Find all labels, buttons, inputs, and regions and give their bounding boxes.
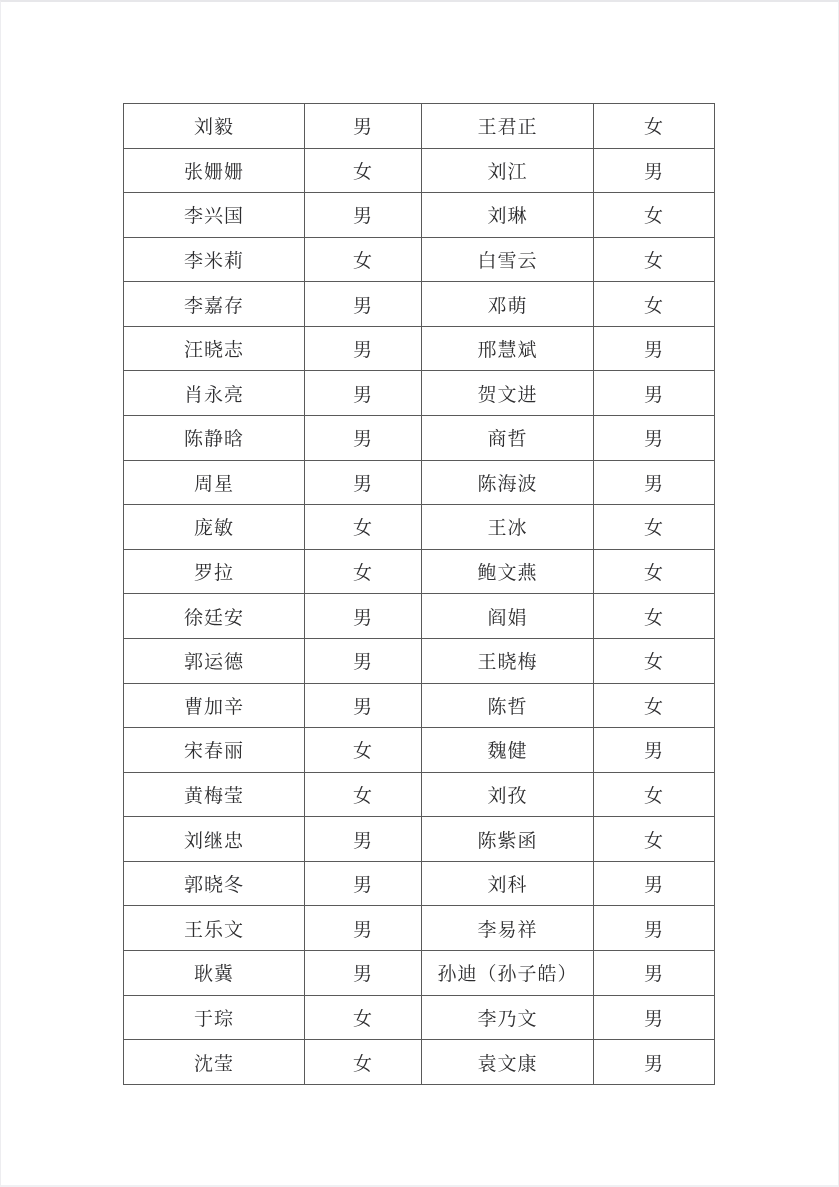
name-cell: 曹加辛	[124, 683, 305, 728]
name-cell: 李嘉存	[124, 282, 305, 327]
gender-cell: 女	[594, 549, 715, 594]
name-cell: 李米莉	[124, 237, 305, 282]
table-row	[124, 638, 715, 683]
name-cell: 李乃文	[422, 995, 594, 1040]
gender-cell: 女	[594, 282, 715, 327]
gender-cell: 男	[594, 861, 715, 906]
table-row	[124, 505, 715, 550]
gender-cell: 男	[594, 906, 715, 951]
name-cell: 陈静晗	[124, 416, 305, 461]
gender-cell: 男	[594, 1040, 715, 1085]
table-row	[124, 817, 715, 862]
gender-cell: 男	[305, 638, 422, 683]
name-cell: 黄梅莹	[124, 772, 305, 817]
gender-cell: 男	[305, 861, 422, 906]
name-cell: 孙迪（孙子皓）	[422, 950, 594, 995]
name-cell: 邓萌	[422, 282, 594, 327]
gender-cell: 女	[305, 549, 422, 594]
name-cell: 宋春丽	[124, 728, 305, 773]
name-cell: 李兴国	[124, 193, 305, 238]
gender-cell: 男	[305, 193, 422, 238]
gender-cell: 男	[305, 594, 422, 639]
gender-cell: 男	[594, 728, 715, 773]
gender-cell: 男	[305, 906, 422, 951]
name-cell: 郭运德	[124, 638, 305, 683]
gender-cell: 女	[594, 193, 715, 238]
gender-cell: 男	[305, 416, 422, 461]
table-row	[124, 282, 715, 327]
name-cell: 商哲	[422, 416, 594, 461]
table-row	[124, 460, 715, 505]
name-cell: 李易祥	[422, 906, 594, 951]
name-cell: 陈紫函	[422, 817, 594, 862]
name-cell: 肖永亮	[124, 371, 305, 416]
table-row	[124, 549, 715, 594]
name-cell: 陈海波	[422, 460, 594, 505]
name-cell: 刘科	[422, 861, 594, 906]
gender-cell: 男	[305, 104, 422, 149]
name-cell: 徐廷安	[124, 594, 305, 639]
table-row	[124, 772, 715, 817]
gender-cell: 女	[305, 237, 422, 282]
gender-cell: 女	[594, 237, 715, 282]
table-row	[124, 148, 715, 193]
name-cell: 陈哲	[422, 683, 594, 728]
name-cell: 王冰	[422, 505, 594, 550]
table-row	[124, 416, 715, 461]
gender-cell: 女	[594, 817, 715, 862]
name-cell: 阎娟	[422, 594, 594, 639]
table-row	[124, 326, 715, 371]
gender-cell: 男	[305, 683, 422, 728]
table-row	[124, 995, 715, 1040]
table-row	[124, 371, 715, 416]
gender-cell: 男	[594, 416, 715, 461]
gender-cell: 女	[305, 728, 422, 773]
table-row	[124, 237, 715, 282]
gender-cell: 女	[594, 683, 715, 728]
name-cell: 刘继忠	[124, 817, 305, 862]
name-cell: 王晓梅	[422, 638, 594, 683]
gender-cell: 男	[305, 950, 422, 995]
name-cell: 刘毅	[124, 104, 305, 149]
name-cell: 鲍文燕	[422, 549, 594, 594]
table-row	[124, 906, 715, 951]
name-cell: 耿冀	[124, 950, 305, 995]
table-row	[124, 861, 715, 906]
name-cell: 刘江	[422, 148, 594, 193]
name-cell: 庞敏	[124, 505, 305, 550]
name-cell: 邢慧斌	[422, 326, 594, 371]
gender-cell: 男	[594, 371, 715, 416]
table-row	[124, 594, 715, 639]
name-cell: 罗拉	[124, 549, 305, 594]
gender-cell: 女	[305, 995, 422, 1040]
name-cell: 刘琳	[422, 193, 594, 238]
name-cell: 魏健	[422, 728, 594, 773]
name-cell: 刘孜	[422, 772, 594, 817]
name-cell: 王乐文	[124, 906, 305, 951]
table-row	[124, 683, 715, 728]
roster-table	[123, 103, 715, 1085]
gender-cell: 男	[594, 460, 715, 505]
name-cell: 王君正	[422, 104, 594, 149]
name-cell: 郭晓冬	[124, 861, 305, 906]
gender-cell: 男	[594, 326, 715, 371]
gender-cell: 女	[594, 638, 715, 683]
name-cell: 于琮	[124, 995, 305, 1040]
gender-cell: 女	[594, 104, 715, 149]
roster-table-body	[124, 104, 715, 1085]
name-cell: 贺文进	[422, 371, 594, 416]
gender-cell: 男	[594, 148, 715, 193]
gender-cell: 女	[594, 594, 715, 639]
table-row	[124, 104, 715, 149]
gender-cell: 男	[594, 995, 715, 1040]
gender-cell: 男	[305, 817, 422, 862]
gender-cell: 男	[305, 460, 422, 505]
gender-cell: 女	[594, 772, 715, 817]
table-row	[124, 193, 715, 238]
name-cell: 白雪云	[422, 237, 594, 282]
name-cell: 沈莹	[124, 1040, 305, 1085]
name-cell: 张姗姗	[124, 148, 305, 193]
gender-cell: 女	[305, 505, 422, 550]
gender-cell: 女	[594, 505, 715, 550]
gender-cell: 男	[305, 326, 422, 371]
gender-cell: 女	[305, 772, 422, 817]
table-row	[124, 1040, 715, 1085]
gender-cell: 男	[305, 371, 422, 416]
name-cell: 周星	[124, 460, 305, 505]
name-cell: 袁文康	[422, 1040, 594, 1085]
gender-cell: 女	[305, 1040, 422, 1085]
gender-cell: 女	[305, 148, 422, 193]
name-cell: 汪晓志	[124, 326, 305, 371]
table-row	[124, 950, 715, 995]
gender-cell: 男	[305, 282, 422, 327]
gender-cell: 男	[594, 950, 715, 995]
table-row	[124, 728, 715, 773]
